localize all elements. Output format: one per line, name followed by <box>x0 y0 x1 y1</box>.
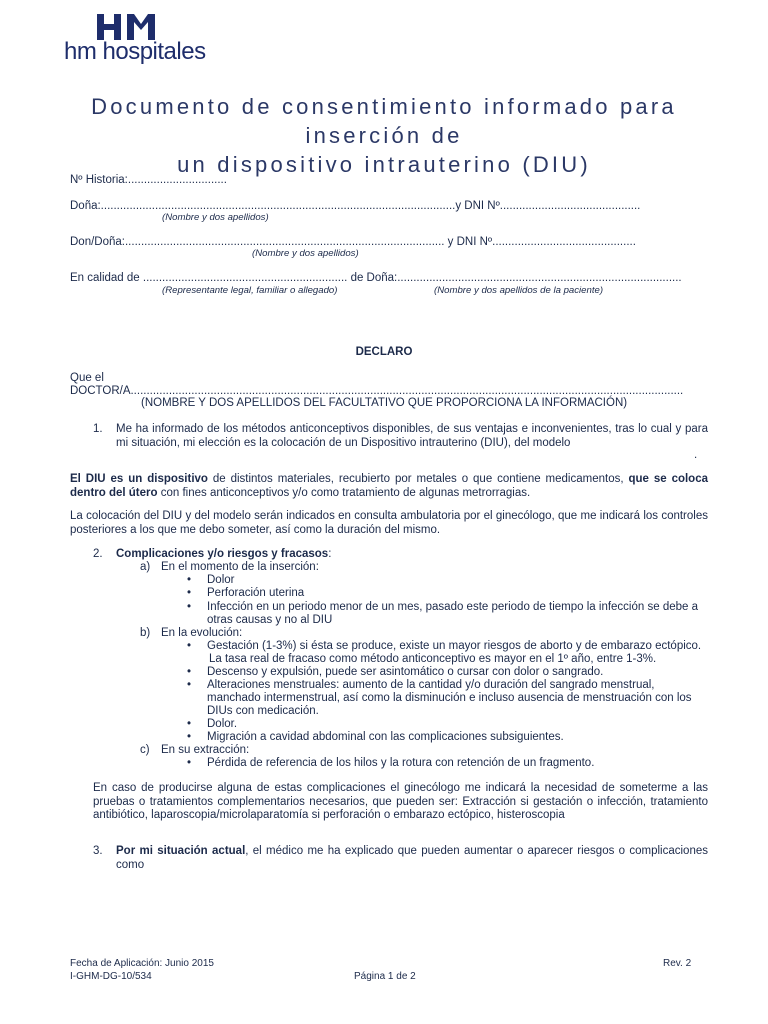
sub-c-text: En su extracción: <box>161 744 250 756</box>
item-2-heading <box>116 548 331 560</box>
b-item-alteraciones-cont2: DIUs con medicación. <box>207 705 319 717</box>
bullet-icon: • <box>187 574 192 586</box>
historia-field[interactable]: Nº Historia:............................... <box>70 174 227 186</box>
bullet-icon: • <box>187 718 192 730</box>
bullet-icon: • <box>187 601 192 613</box>
que-el-text: Que el <box>70 372 104 384</box>
item-2-colon: : <box>328 548 332 560</box>
a-item-dolor: Dolor <box>207 574 235 586</box>
item-3-body: , el médico me ha explicado que pueden aumentar o aparecer riesgos o complicaciones como <box>116 845 708 871</box>
diu-definition-paragraph <box>70 473 708 500</box>
b-item-descenso: Descenso y expulsión, puede ser asintomático o cursar con dolor o sangrado. <box>207 666 604 678</box>
item-2-title: Complicaciones y/o riesgos y fracasos <box>116 548 329 560</box>
b-item-tasa: La tasa real de fracaso como método anticonceptivo es mayor en el 1º año, entre 1-3%. <box>209 653 657 665</box>
sub-a-text: En el momento de la inserción: <box>161 561 319 573</box>
sub-c-label: c) <box>140 744 150 756</box>
dona-field[interactable]: Doña:...............................................................................................................y DNI Nº............................................ <box>70 200 641 212</box>
item-3-bold: Por mi situación actual <box>116 845 246 857</box>
footer-page: Página 1 de 2 <box>354 971 416 982</box>
b-item-alteraciones: Alteraciones menstruales: aumento de la cantidad y/o duración del sangrado menstrual, <box>207 679 655 691</box>
item-1-number: 1. <box>93 423 103 435</box>
calidad-hint-paciente: (Nombre y dos apellidos de la paciente) <box>434 285 604 296</box>
sub-b-label: b) <box>140 627 151 639</box>
b-item-alteraciones-cont1: manchado intermenstrual, así como la disminución e incluso ausencia de menstruación con los <box>207 692 692 704</box>
diu-text-1: de distintos materiales, recubierto por metales o que contiene medicamentos, <box>207 473 629 485</box>
a-item-infeccion: Infección en un periodo menor de un mes, pasado este periodo de tiempo la infección se debe a <box>207 601 698 613</box>
bullet-icon: • <box>187 757 192 769</box>
footer-rev: Rev. 2 <box>663 958 692 969</box>
footer-fecha: Fecha de Aplicación: Junio 2015 <box>70 958 214 969</box>
diu-bold-1: El DIU es un dispositivo <box>70 473 208 485</box>
bullet-icon: • <box>187 666 192 678</box>
logo-text: hm hospitales <box>64 38 206 65</box>
a-item-perforacion: Perforación uterina <box>207 587 305 599</box>
item-3-number: 3. <box>93 845 103 857</box>
b-item-migracion: Migración a cavidad abdominal con las complicaciones subsiguientes. <box>207 731 564 743</box>
item-1-dot: . <box>694 449 698 461</box>
don-dona-field[interactable]: Don/Doña:.................................................................................................... y DNI Nº............................................. <box>70 236 636 248</box>
item-2-number: 2. <box>93 548 103 560</box>
item-3-text <box>116 845 708 872</box>
b-item-dolor: Dolor. <box>207 718 238 730</box>
complicaciones-paragraph: En caso de producirse alguna de estas complicaciones el ginecólogo me indicará la necesidad de someterme a las pruebas o tratamientos complementarios necesarios, que pueden ser: Extracción si gestación o infección, tratamiento antibiótico, laparoscopia/microlaparatomía si perforación o embarazo ectópico, histeroscopia <box>93 782 708 821</box>
hm-logo-icon <box>97 14 155 40</box>
dona-hint: (Nombre y dos apellidos) <box>162 212 269 223</box>
bullet-icon: • <box>187 587 192 599</box>
diu-text-2: con fines anticonceptivos y/o como tratamiento de algunas metrorragias. <box>157 486 531 499</box>
colocacion-paragraph: La colocación del DIU y del modelo serán indicados en consulta ambulatoria por el ginecólogo, que me indicará los controles posteriores a los que me debo someter, así como la duración del mismo. <box>70 510 708 536</box>
item-1-text: Me ha informado de los métodos anticonceptivos disponibles, de sus ventajas e inconvenientes, tras lo cual y para mi situación, mi elección es la colocación de un Dispositivo intrauterino (DIU), del modelo <box>116 423 708 449</box>
declaro-heading: DECLARO <box>355 346 413 358</box>
bullet-icon: • <box>187 640 192 652</box>
doctor-field[interactable]: DOCTOR/A............................................................................................................................................................................. <box>70 385 684 397</box>
calidad-field[interactable]: En calidad de ................................................................ de Doña:......................................................................................... <box>70 272 682 284</box>
don-dona-hint: (Nombre y dos apellidos) <box>252 248 359 259</box>
bullet-icon: • <box>187 679 192 691</box>
title-line-2: un dispositivo intrauterino (DIU) <box>177 152 591 177</box>
document-title <box>40 92 728 179</box>
bullet-icon: • <box>187 731 192 743</box>
a-item-infeccion-cont: otras causas y no al DIU <box>207 614 333 626</box>
calidad-hint-representante: (Representante legal, familiar o allegado) <box>162 285 338 296</box>
doctor-hint: (NOMBRE Y DOS APELLIDOS DEL FACULTATIVO QUE PROPORCIONA LA INFORMACIÓN) <box>141 397 628 409</box>
sub-a-label: a) <box>140 561 151 573</box>
sub-b-text: En la evolución: <box>161 627 243 639</box>
diu-bold-2: que se coloca dentro del útero <box>70 473 708 499</box>
b-item-gestacion: Gestación (1-3%) si ésta se produce, existe un mayor riesgos de aborto y de embarazo ectópico. <box>207 640 702 652</box>
footer-code: I-GHM-DG-10/534 <box>70 971 152 982</box>
c-item-perdida: Pérdida de referencia de los hilos y la rotura con retención de un fragmento. <box>207 757 595 769</box>
title-line-1: Documento de consentimiento informado para inserción de <box>91 94 677 148</box>
